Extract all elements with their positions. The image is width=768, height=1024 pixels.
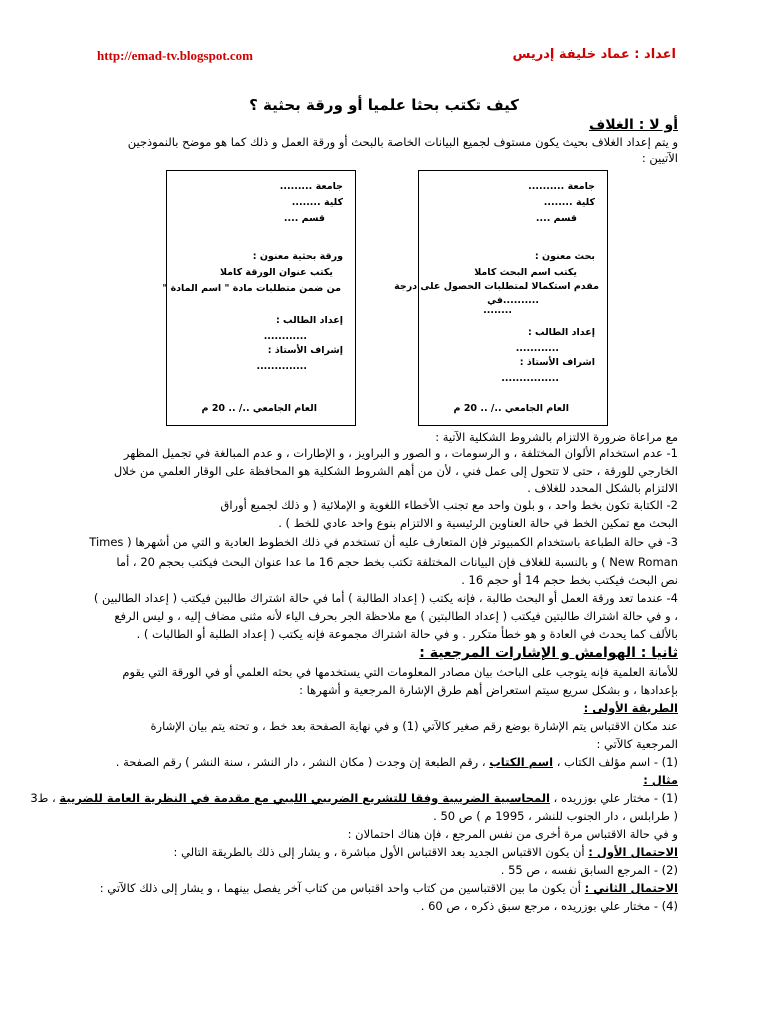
probability-1-example: (2) - المرجع السابق نفسه ، ص 55 .	[500, 863, 678, 877]
references-intro-line: بإعدادها ، و بشكل سريع سيتم استعراض أهم طرق الإشارة المرجعية و أشهرها :	[299, 683, 678, 697]
ex1-edition: ، ط3	[30, 791, 56, 805]
cover-supervisor: اشراف الأستاذ :	[519, 357, 595, 368]
cover-supervisor: إشراف الأستاذ :	[267, 345, 343, 356]
cover-college: كلية ........	[543, 197, 595, 208]
cover-sample-paper	[162, 170, 356, 426]
method1-line: عند مكان الاقتباس يتم الإشارة بوضع رقم صغير كالآتي (1) و في نهاية الصفحة بعد خط ، و تحته يتم بيان الإشارة	[150, 719, 678, 733]
probability-1	[174, 845, 678, 859]
cover-year: العام الجامعي ../ .. 20 م	[453, 403, 569, 414]
format-line: 4- عندما تعد ورقة العمل أو البحث طالبة ، فإنه يكتب ( إعداد الطالبة ) أما في حالة اشتراك طالبين فيكتب ( إعداد الطالبين )	[93, 591, 678, 605]
cover-student: إعداد الطالب :	[275, 315, 343, 326]
cover-supervisor-dots: ..............	[256, 361, 307, 372]
cover-dept: قسم ....	[283, 213, 325, 224]
cover-university: جامعة ..........	[528, 181, 595, 192]
prob1-text: أن يكون الاقتباس الجديد بعد الاقتباس الأول مباشرة ، و يشار إلى ذلك بالطريقة التالي :	[173, 845, 585, 859]
format-line: الالتزام بالشكل المحدد للغلاف .	[527, 481, 678, 495]
cover-degree-dots: ..........في	[487, 295, 539, 306]
cover-dept: قسم ....	[535, 213, 577, 224]
cover-within: من ضمن متطلبات مادة " اسم المادة "	[162, 283, 341, 294]
prob2-text: أن يكون ما بين الاقتباسين من كتاب واحد اقتباس من كتاب آخر يفصل بينهما ، و يشار إلى ذلك كالآتي :	[99, 881, 582, 895]
blog-url[interactable]: http://emad-tv.blogspot.com	[97, 48, 253, 63]
page-title: كيف تكتب بحثا علميا أو ورقة بحثية ؟	[249, 96, 519, 114]
prob2-label: الاحتمال الثاني :	[584, 881, 678, 895]
ref-template-rest: ، رقم الطبعة إن وجدت ( مكان النشر ، دار النشر ، سنة النشر ) رقم الصفحة .	[115, 755, 486, 769]
format-line: ، و في حالة اشتراك طالبتين فيكتب ( إعداد الطالبتين ) مع ملاحظة الجر بحرف الياء لأنه مثنى مضاف إليه ، و ليس الرفع	[114, 609, 678, 623]
reference-template	[116, 755, 678, 769]
example-reference-1-line-2: ( طرابلس ، دار الجنوب للنشر ، 1995 م ) ص 50 .	[433, 809, 678, 823]
cover-intro-line-2: الآتيين :	[641, 151, 678, 165]
format-line: البحث مع تمكين الخط في حالة العناوين الرئيسية و الالتزام بنوع واحد عادي للخط ) .	[278, 516, 678, 530]
method1-line: المرجعية كالآتي :	[596, 737, 678, 751]
cover-research-title: بحث معنون :	[534, 251, 595, 262]
cover-intro-line-1: و يتم إعداد الغلاف بحيث يكون مستوف لجميع البيانات الخاصة بالبحث أو ورقة العمل و ذلك كما هو موضح بالنموذجين	[127, 135, 678, 149]
format-line: 2- الكتابة تكون بخط واحد ، و بلون واحد مع تجنب الأخطاء اللغوية و الإملائية ( و ذلك لجميع أوراق	[220, 498, 678, 512]
example-reference-1	[30, 791, 678, 805]
cover-university: جامعة .........	[279, 181, 343, 192]
prob1-label: الاحتمال الأول :	[588, 845, 678, 859]
cover-sample-research	[394, 170, 608, 426]
cover-student-dots: ............	[263, 331, 307, 342]
repeat-citation-line: و في حالة الاقتباس مرة أخرى من نفس المرجع ، فإن هناك احتمالان :	[347, 827, 678, 841]
cover-write-title: يكتب عنوان الورقة كاملا	[219, 267, 333, 278]
cover-student-dots: ............	[515, 343, 559, 354]
format-line: مع مراعاة ضرورة الالتزام بالشروط الشكلية الآتية :	[435, 430, 678, 444]
format-line: 3- في حالة الطباعة باستخدام الكمبيوتر فإن المتعارف عليه أن تستخدم في ذلك الخطوط العادية و التي من أشهرها ( Times	[89, 535, 678, 549]
format-line: بالألف كما يحدث في العادة و هو خطأ متكرر . و في حالة اشتراك مجموعة فإنه يكتب ( إعداد الطلبة أو الطالبات ) .	[136, 627, 678, 641]
example-heading: مثال :	[643, 773, 678, 787]
format-line: 1- عدم استخدام الألوان المختلفة ، و الرسومات ، و الصور و البراويز ، و الإطارات ، و عدم المبالغة في تجميل المظهر	[123, 446, 678, 460]
format-line: الخارجي للورقة ، حتى لا تتحول إلى عمل فني ، لأن من أهم الشروط الشكلية هو المحافظة على الوقار العلمي من خلال	[113, 464, 678, 478]
probability-2	[100, 881, 678, 895]
references-intro-line: للأمانة العلمية فإنه يتوجب على الباحث بيان مصادر المعلومات التي يستخدمها في بحثه العلمي أو في الورقة التي يقوم	[122, 665, 678, 679]
section-references-heading: ثانيا : الهوامش و الإشارات المرجعية :	[419, 645, 678, 661]
method1-heading: الطريقة الأولى :	[583, 701, 678, 715]
author-credit: اعداد : عماد خليفة إدريس	[512, 47, 676, 62]
cover-student: إعداد الطالب :	[527, 327, 595, 338]
cover-year: العام الجامعي ../ .. 20 م	[201, 403, 317, 414]
cover-supervisor-dots: ................	[501, 373, 559, 384]
format-line: New Roman ) و بالنسبة للغلاف فإن البيانات المختلفة تكتب بخط حجم 16 ما عدا عنوان البحث فيكتب بحجم 20 ، أما	[116, 555, 678, 569]
ex1-author: (1) - مختار علي بوزريده ،	[553, 791, 678, 805]
cover-degree-dots-2: ........	[483, 305, 512, 316]
cover-college: كلية ........	[291, 197, 343, 208]
cover-submitted: مقدم استكمالا لمتطلبات الحصول على درجة	[394, 281, 599, 292]
ex1-book: المحاسبية الضريبية وفقا للتشريع الضريبي الليبي مع مقدمة في النظرية العامة للضريبة	[59, 791, 550, 805]
probability-2-example: (4) - مختار علي بوزريده ، مرجع سبق ذكره ، ص 60 .	[420, 899, 678, 913]
cover-write-title: يكتب اسم البحث كاملا	[474, 267, 577, 278]
section-cover-heading: أو لا : الغلاف	[589, 117, 678, 133]
cover-paper-title: ورقة بحثية معنون :	[252, 251, 343, 262]
ref-template-author: (1) - اسم مؤلف الكتاب ،	[556, 755, 678, 769]
ref-template-book: اسم الكتاب	[489, 755, 554, 769]
format-line: نص البحث فيكتب بخط حجم 14 أو حجم 16 .	[461, 573, 678, 587]
